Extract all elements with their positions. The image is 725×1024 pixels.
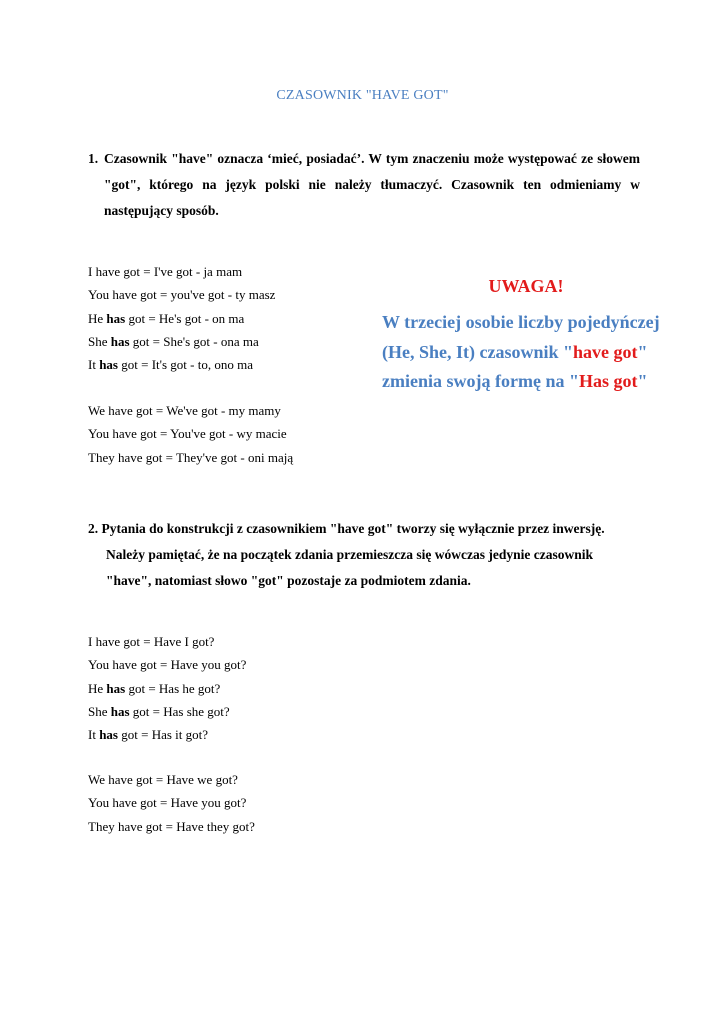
section-1-line: "got", którego na język polski nie należy tłumaczyć. Czasownik ten odmieniamy w: [104, 177, 640, 192]
conjugation-line: You have got = You've got - wy macie: [88, 426, 287, 442]
section-2-line: 2. Pytania do konstrukcji z czasownikiem "have got" tworzy się wyłącznie przez inwersję.: [88, 521, 605, 536]
conjugation-line: He has got = He's got - on ma: [88, 310, 245, 326]
conjugation-singular: [88, 260, 275, 376]
questions-plural: [88, 768, 255, 838]
section-2-line: "have", natomiast słowo "got" pozostaje za podmiotem zdania.: [106, 573, 471, 588]
section-2: [88, 516, 648, 594]
conjugation-line: They have got = They've got - oni mają: [88, 449, 294, 465]
section-1-number: 1.: [88, 151, 99, 166]
question-line: She has got = Has she got?: [88, 703, 230, 719]
question-line: I have got = Have I got?: [88, 634, 215, 649]
note-line: zmienia swoją formę na "Has got": [382, 371, 648, 391]
note-heading: UWAGA!: [488, 276, 564, 296]
question-line: We have got = Have we got?: [88, 772, 238, 787]
section-1-line: Czasownik "have" oznacza ‘mieć, posiadać’. W tym znaczeniu może występować ze słowem: [104, 151, 640, 166]
conjugation-line: You have got = you've got - ty masz: [88, 287, 276, 303]
section-1-line: następujący sposób.: [104, 203, 219, 218]
question-line: You have got = Have you got?: [88, 795, 247, 811]
note-line: (He, She, It) czasownik "have got": [382, 342, 648, 362]
conjugation-line: She has got = She's got - ona ma: [88, 333, 259, 349]
conjugation-line: It has got = It's got - to, ono ma: [88, 357, 253, 373]
question-line: It has got = Has it got?: [88, 727, 209, 743]
conjugation-line: I have got = I've got - ja mam: [88, 264, 243, 279]
section-1-text: [88, 146, 640, 224]
question-line: He has got = Has he got?: [88, 680, 221, 696]
conjugation-plural: [88, 399, 293, 469]
page-title: CZASOWNIK "HAVE GOT": [276, 88, 449, 103]
questions-singular: [88, 630, 246, 746]
section-1: [88, 146, 640, 224]
section-2-line: Należy pamiętać, że na początek zdania przemieszcza się wówczas jedynie czasownik: [106, 547, 594, 562]
question-line: They have got = Have they got?: [88, 818, 255, 834]
note-line: W trzeciej osobie liczby pojedyńczej: [382, 312, 660, 332]
conjugation-line: We have got = We've got - my mamy: [88, 403, 281, 418]
question-line: You have got = Have you got?: [88, 657, 247, 673]
